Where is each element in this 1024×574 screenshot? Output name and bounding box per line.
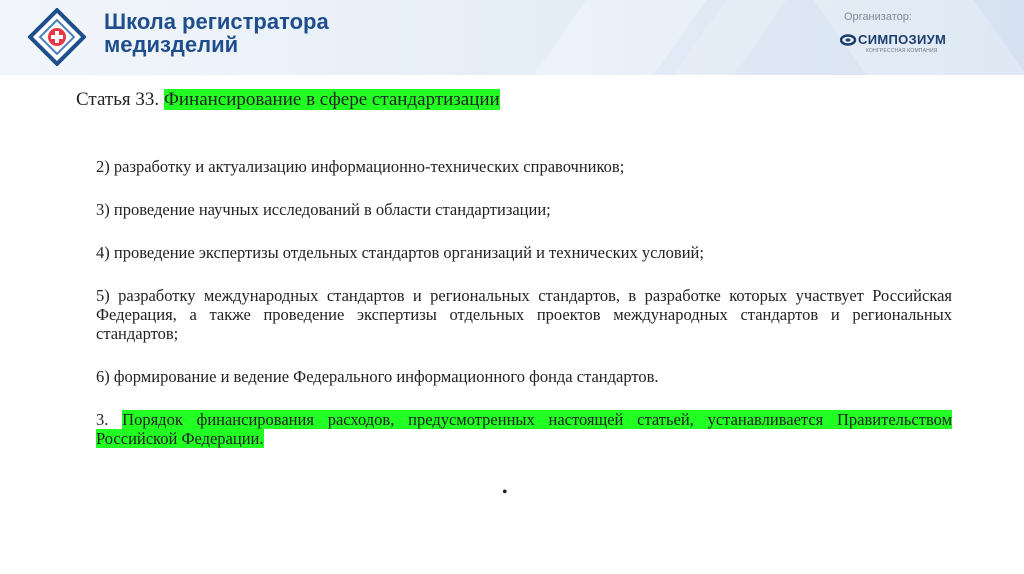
clause-3 [96,410,952,448]
header-banner [0,0,1024,75]
medical-cross-logo-icon [28,8,86,66]
clause-3-number: 3. [96,410,109,429]
list-item: 3) проведение научных исследований в области стандартизации; [96,200,551,219]
slide-title [76,89,500,111]
organizer-subtitle: КОНГРЕССНАЯ КОМПАНИЯ [866,48,938,54]
list-item: 4) проведение экспертизы отдельных стандартов организаций и технических условий; [96,243,704,262]
organizer-name: СИМПОЗИУМ [858,32,947,47]
school-title [104,10,329,56]
list-item: 6) формирование и ведение Федерального информационного фонда стандартов. [96,367,659,386]
list-item: 5) разработку международных стандартов и региональных стандартов, в разработке которых участвует Российская Федерация, а также проведение экспертизы отдельных проектов международных стандартов и региональных стандартов; [96,286,952,343]
clause-3-highlight: Порядок финансирования расходов, предусмотренных настоящей статьей, устанавливается Правительством Российской Федерации. [96,410,953,448]
list-item: 2) разработку и актуализацию информационно-технических справочников; [96,157,625,176]
school-title-line2: медизделий [104,32,239,57]
organizer-label: Организатор: [844,11,912,23]
title-highlight: Финансирование в сфере стандартизации [163,89,500,110]
article-content [96,157,952,472]
title-prefix: Статья 33. [76,89,164,110]
school-title-line1: Школа регистратора [104,9,329,34]
bullet-point: • [502,484,508,501]
